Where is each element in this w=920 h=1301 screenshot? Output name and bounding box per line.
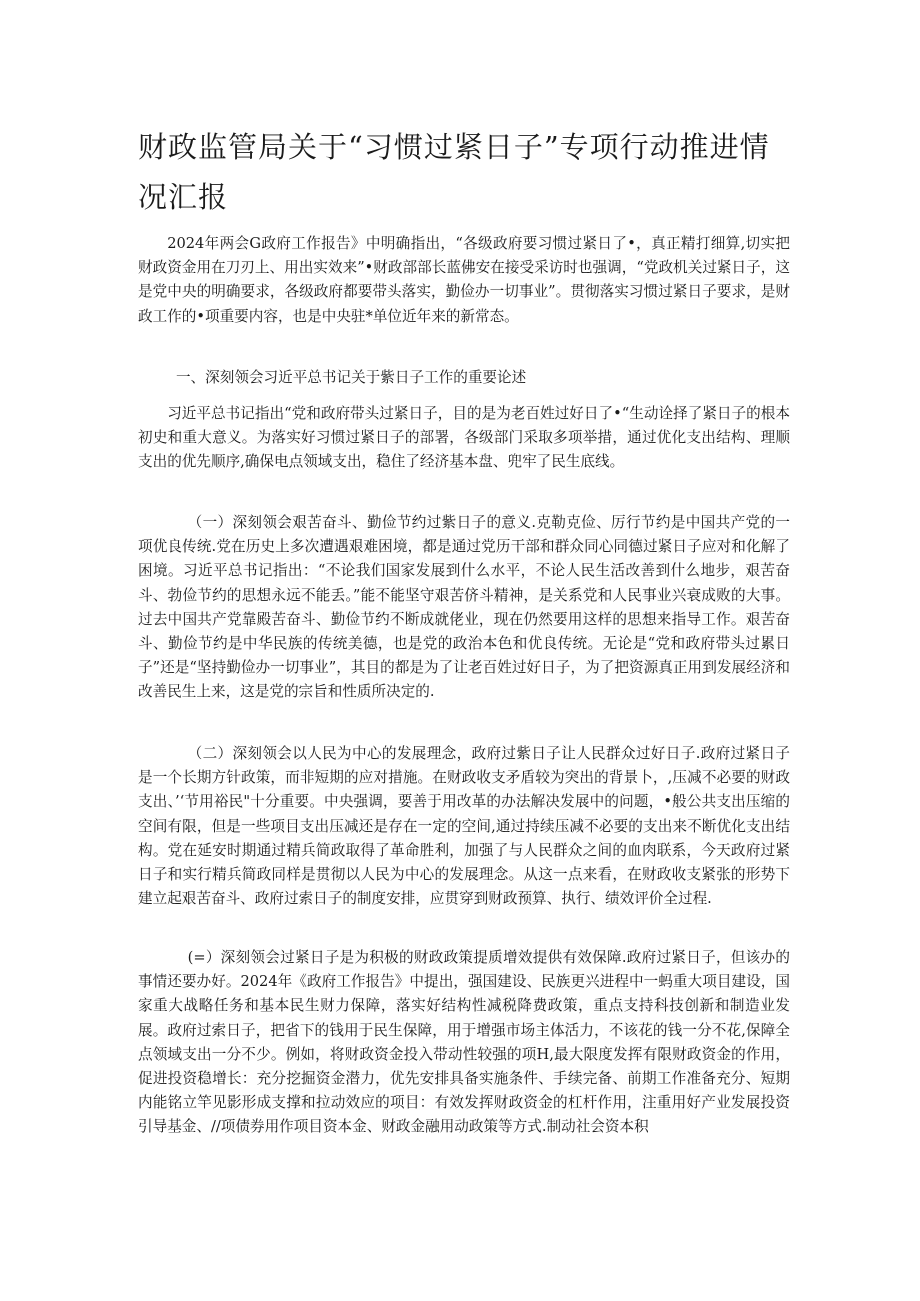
subsection-1-paragraph: （一）深刻领会艰苦奋斗、勤俭节约过紫日子的意义.克勒克俭、厉行节约是中国共产党的一项优良传统.党在历史上多次遭遇艰难困境，都是通过党历干部和群众同心同德过紧日子应对和化解了困境。习近平总书记指出：“不论我们国家发展到什么水平，不论人民生活改善到什么地步，艰苦奋斗、勃俭节约的思想永远不能丢。”能不能坚守艰苦侪斗精神，是关系党和人民事业兴衰成败的大事。过去中国共产党靠殿苦奋斗、勤俭节约不断成就佬业，现在仍然要用这样的思想来指导工作。艰苦奋斗、勤俭节约是中华民族的传统美德，也是党的政治本色和优良传统。无论是“党和政府带头过累日子”还是“坚持勤俭办一切事业”，其目的都是为了让老百姓过好日子，为了把资源真正用到发展经济和改善民生上来，这是党的宗旨和性质所决定的. xyxy=(138,514,790,701)
intro-paragraph: 2024年两会G政府工作报告》中明确指出，“各级政府要习惯过紧日了•，真正精打细算,切实把财政资金用在刀刃上、用出实效来”•财政部部长蓝佛安在接受采访时也强调，“党政机关过紧日子，这是党中央的明确要求，各级政府都要带头落实，勤俭办一切事业”。贯彻落实习惯过紧日子要求，是财政工作的•项重要内容，也是中央驻*单位近年来的新常态。 xyxy=(138,235,790,325)
document-title: 财政监管局关于“习惯过紧日子”专项行动推进情况汇报 xyxy=(138,130,770,214)
subsection-2-paragraph: （二）深刻领会以人民为中心的发展理念，政府过紫日子让人民群众过好日子.政府过紧日子是一个长期方针政策，而非短期的应对措施。在财政收支矛盾较为突出的背景卜，,压减不必要的财政支出、’‘节用裕民"十分重要。中央强调，要善于用改革的办法解决发展中的问题，•般公共支出压缩的空间有限，但是一些项目支出压减还是存在一定的空间,通过持续压减不必要的支出来不断优化支出结构。党在延安时期通过精兵简政取得了革命胜利，加强了与人民群众之间的血肉联系，今天政府过紧日子和实行精兵简政同样是贯彻以人民为中心的发展理念。从这一点来看，在财政收支紧张的形势下建立起艰苦奋斗、政府过索日子的制度安排，应贯穿到财政预算、执行、绩效评价全过程. xyxy=(138,745,790,908)
section-heading-1: 一、深刻领会习近平总书记关于紫日子工作的重要论述 xyxy=(175,369,527,386)
subsection-3-paragraph: (=）深刻领会过紧日子是为积极的财政政策提质增效提供有效保障.政府过紧日子，但该办的事情还要办好。2024年《政府工作报告》中提出，强国建设、民族更兴进程中一蚂重大项目建设，国家重大战略任务和基本民生财力保障，落实好结构性减税降费政策，重点支持科技创新和制造业发展。政府过索日子，把省下的钱用于民生保障，用于增强市场主体活力，不该花的钱一分不花,保障全点领域支出一分不少。例如，将财政资金投入带动性较强的项H,最大限度发挥有限财政资金的作用，促进投资稳增长：充分挖掘资金潜力，优先安排具备实施条件、手续完备、前期工作准备充分、短期内能铭立竿见影形成支撑和拉动效应的项目：有效发挥财政资金的杠杆作用，注重用好产业发展投资引导基金、//项债券用作项目资本金、财政金融用动政策等方式.制动社会资本积 xyxy=(138,949,790,1136)
section-1-paragraph: 习近平总书记指出“党和政府带头过紧日子，目的是为老百姓过好日了•“生动诠择了紧日子的根本初史和重大意义。为落实好习惯过紧日子的部署，各级部门采取多项举措，通过优化支出结构、理顺支出的优先顺序,确保电点领域支出，稳住了经济基本盘、兜牢了民生底线。 xyxy=(138,405,790,471)
